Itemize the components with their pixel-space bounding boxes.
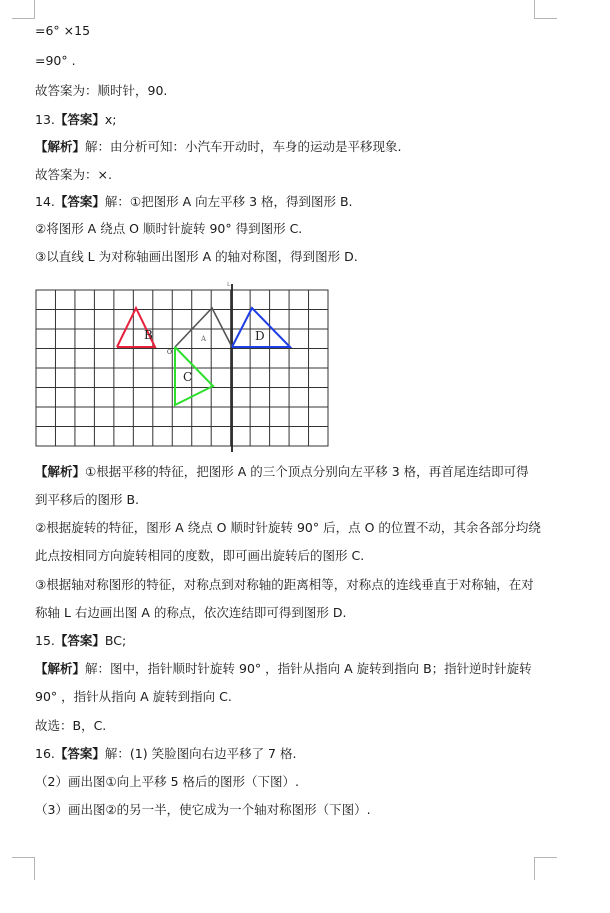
q13-answer-text: x;	[104, 112, 117, 127]
q15-analysis-text-1: 解：图中，指针顺时针旋转 90° ，指针从指向 A 旋转到指向 B；指针逆时针旋转	[85, 661, 532, 676]
q14-analysis-line-1	[35, 463, 529, 481]
transformation-grid-figure	[34, 280, 340, 456]
q13-answer-tag: 【答案】	[54, 112, 105, 127]
q15-analysis-line-2: 90° ，指针从指向 A 旋转到指向 C.	[35, 689, 232, 704]
q16-answer	[35, 745, 296, 763]
q16-number: 16.	[35, 746, 55, 761]
axis-label-L: L	[227, 282, 231, 288]
q13-answer	[35, 111, 117, 129]
q14-answer-tag: 【答案】	[54, 194, 105, 209]
label-C: C	[183, 370, 193, 384]
q14-step-3: ③以直线 L 为对称轴画出图形 A 的轴对称图，得到图形 D.	[35, 249, 358, 264]
q13-final: 故答案为：×.	[35, 167, 112, 182]
label-B: B	[144, 328, 153, 342]
q14-answer-text: 解：①把图形 A 向左平移 3 格，得到图形 B.	[104, 194, 353, 209]
q15-analysis-line-1	[35, 660, 532, 678]
q13-analysis-text: 解：由分析可知：小汽车开动时，车身的运动是平移现象.	[85, 139, 402, 154]
calc-line-2: =90° .	[35, 53, 76, 68]
q15-answer-text: BC;	[104, 633, 127, 648]
corner-mark-top-right	[534, 0, 557, 19]
q14-number: 14.	[35, 194, 55, 209]
corner-mark-bottom-right	[534, 857, 557, 880]
q14-analysis-text-1: ①根据平移的特征，把图形 A 的三个顶点分别向左平移 3 格，再首尾连结即可得	[85, 464, 529, 479]
q14-analysis-line-4: 此点按相同方向旋转相同的度数，即可画出旋转后的图形 C.	[35, 548, 365, 563]
grid-lines	[36, 290, 328, 446]
q14-analysis-line-6: 称轴 L 右边画出图 A 的称点，依次连结即可得到图形 D.	[35, 605, 347, 620]
label-A: A	[201, 335, 207, 343]
q14-analysis-tag: 【解析】	[35, 464, 86, 479]
q14-analysis-line-3: ②根据旋转的特征，图形 A 绕点 O 顺时针旋转 90° 后，点 O 的位置不动，其余各部分均绕	[35, 520, 541, 535]
q14-answer	[35, 193, 353, 211]
label-D: D	[255, 329, 265, 343]
q14-analysis-line-2: 到平移后的图形 B.	[35, 492, 140, 507]
q14-step-2: ②将图形 A 绕点 O 顺时针旋转 90° 得到图形 C.	[35, 221, 303, 236]
grid-horizontal-lines	[36, 310, 328, 427]
q15-answer-tag: 【答案】	[54, 633, 105, 648]
corner-mark-top-left	[12, 0, 35, 19]
q16-answer-text: 解：(1) 笑脸图向右边平移了 7 格.	[104, 746, 297, 761]
q13-analysis	[35, 138, 402, 156]
q15-number: 15.	[35, 633, 55, 648]
q15-analysis-tag: 【解析】	[35, 661, 86, 676]
calc-line-1: =6° ×15	[35, 23, 91, 38]
q14-analysis-line-5: ③根据轴对称图形的特征，对称点到对称轴的距离相等，对称点的连线垂直于对称轴，在对	[35, 577, 534, 592]
q15-final: 故选：B，C.	[35, 718, 107, 733]
q16-step-3: （3）画出图②的另一半，使它成为一个轴对称图形（下图）.	[35, 802, 371, 817]
q16-step-2: （2）画出图①向上平移 5 格后的图形（下图）.	[35, 774, 300, 789]
triangle-C	[175, 347, 213, 405]
q16-answer-tag: 【答案】	[54, 746, 105, 761]
corner-mark-bottom-left	[12, 857, 35, 880]
q15-answer	[35, 632, 126, 650]
q13-number: 13.	[35, 112, 55, 127]
answer-line: 故答案为：顺时针，90.	[35, 83, 168, 98]
label-O: O	[167, 349, 172, 356]
q13-analysis-tag: 【解析】	[35, 139, 86, 154]
